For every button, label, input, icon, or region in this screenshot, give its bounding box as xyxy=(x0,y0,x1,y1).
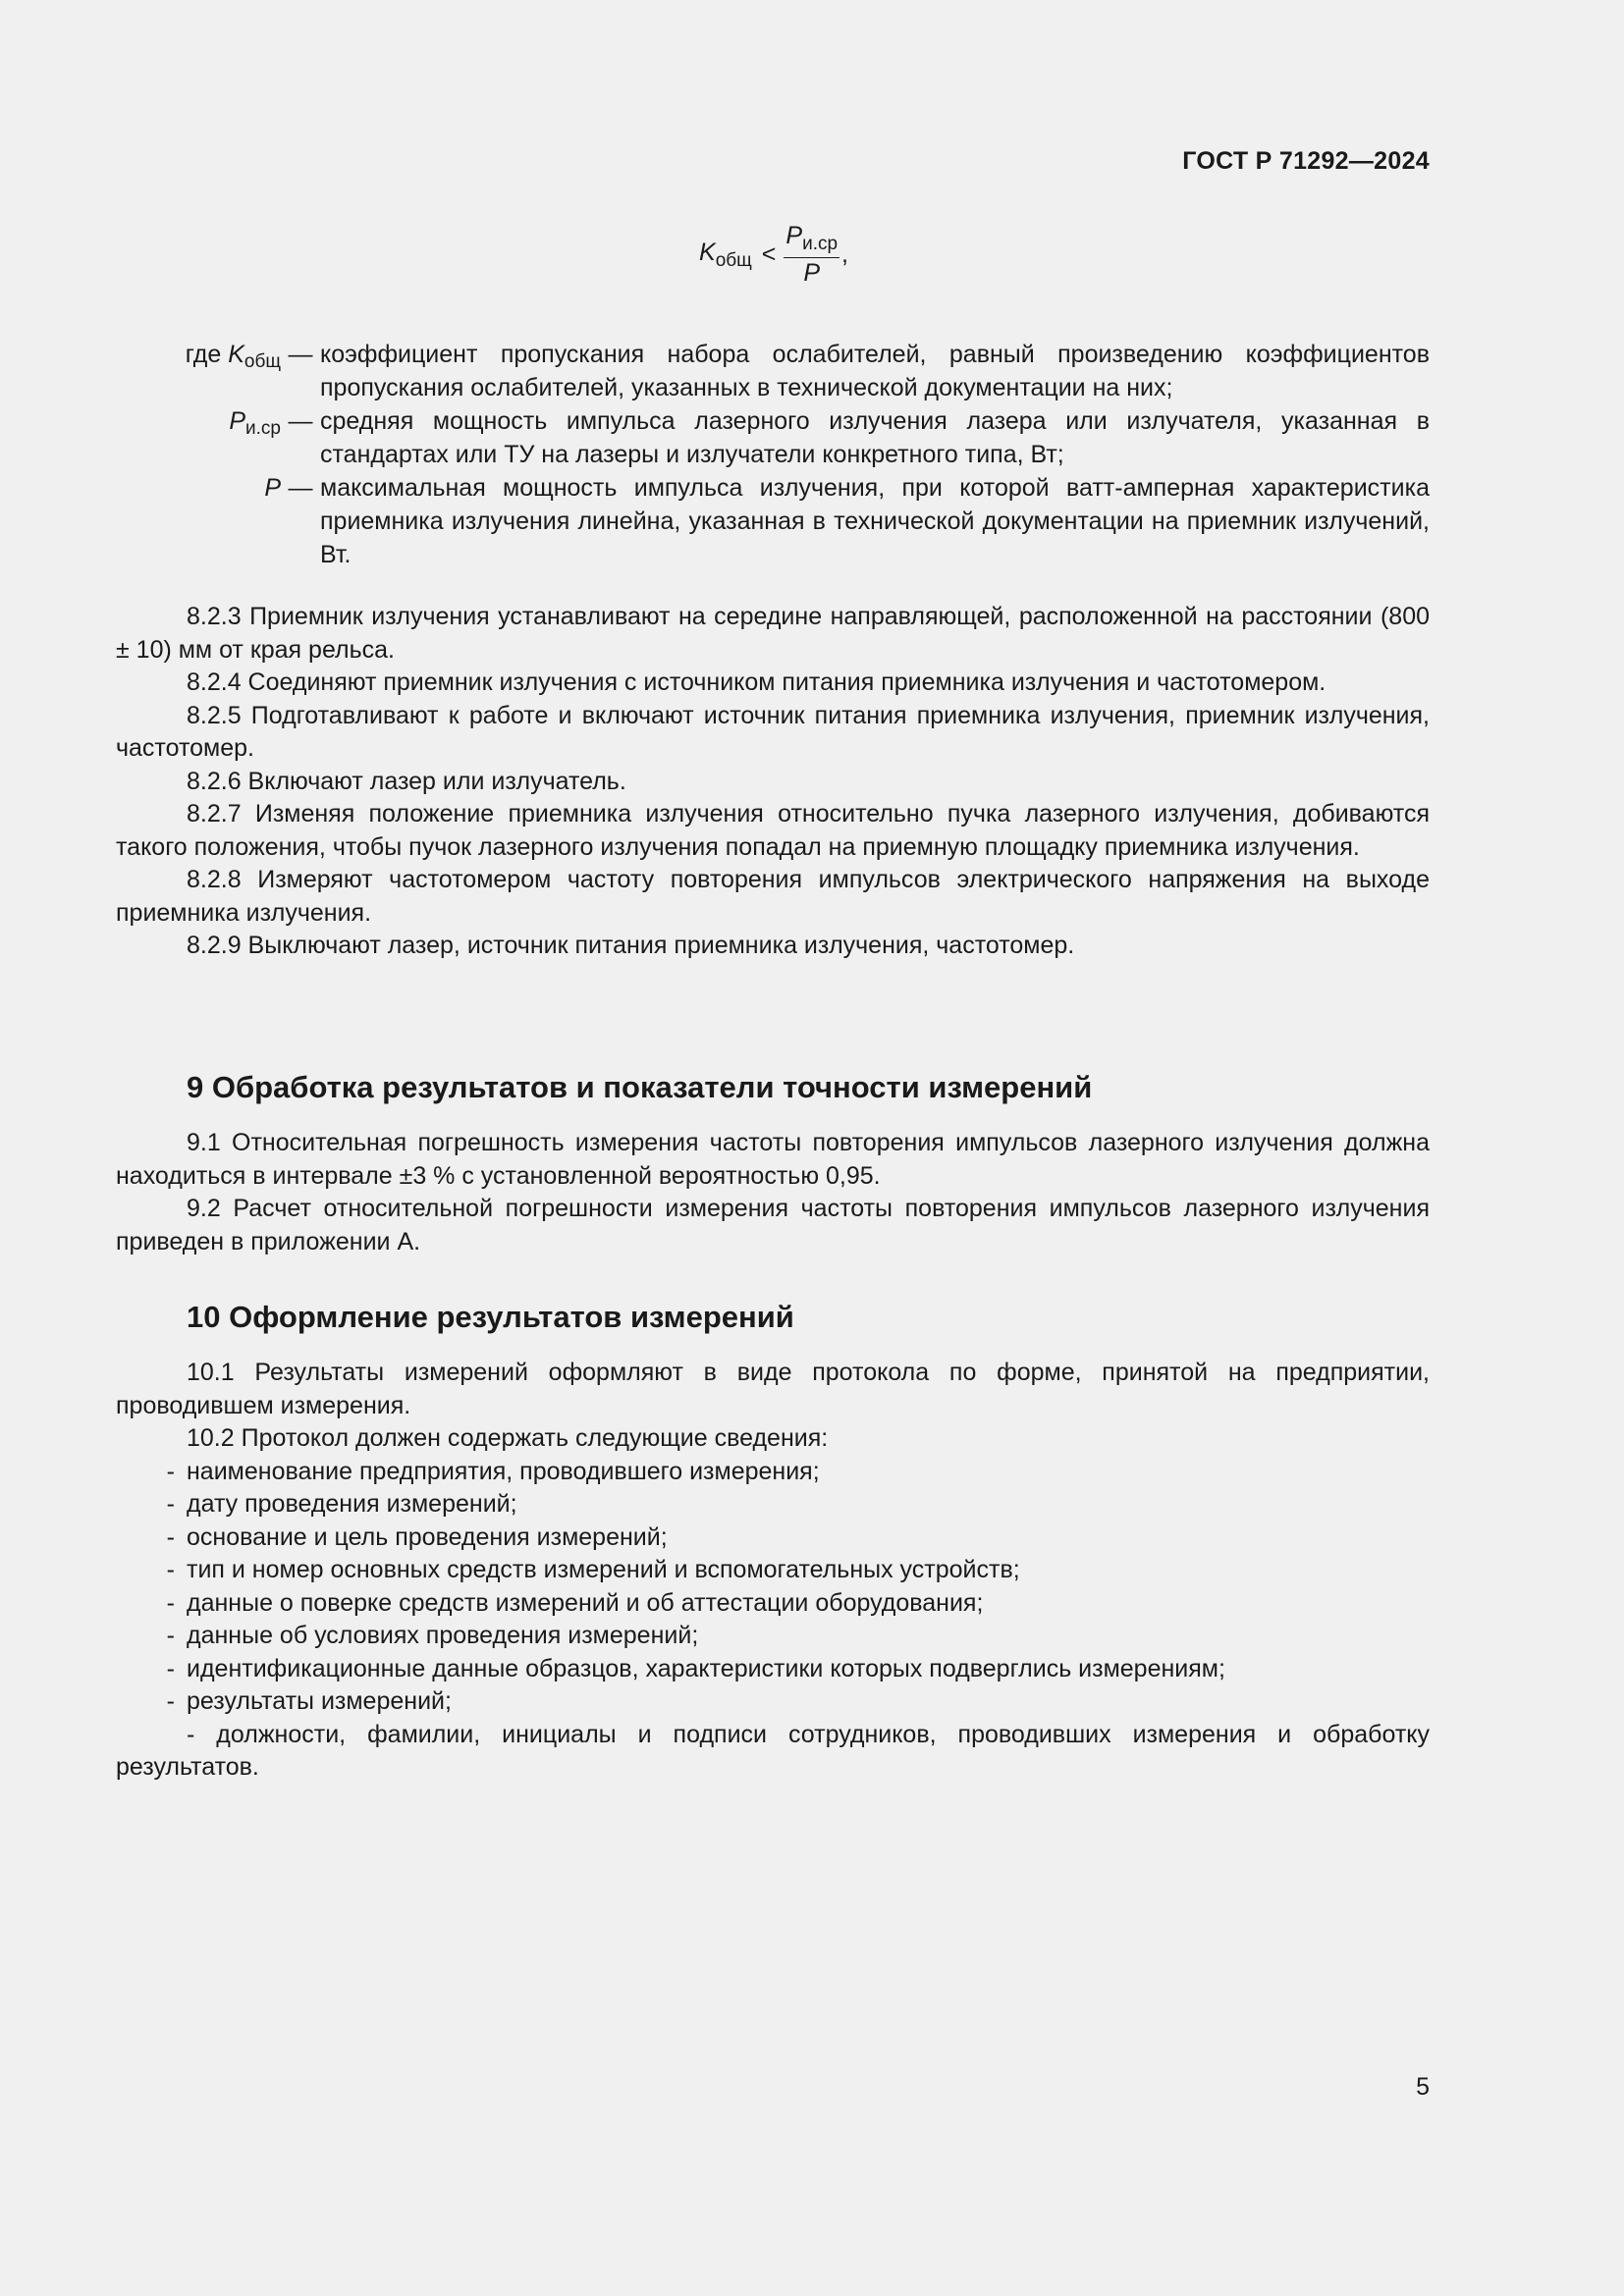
paragraph: 9.1 Относительная погрешность измерения частоты повторения импульсов лазерного излучения должна находиться в интервале ±3 % с установленной вероятностью 0,95. xyxy=(116,1129,1430,1190)
paragraph: 8.2.8 Измеряют частотомером частоту повторения импульсов электрического напряжения на выходе приемника излучения. xyxy=(116,866,1430,927)
paragraph: 8.2.6 Включают лазер или излучатель. xyxy=(187,767,626,795)
formula-lhs: $K_{общ}$ xyxy=(699,238,752,271)
list-item: - идентификационные данные образцов, характеристики которых подверглись измерениям; xyxy=(166,1654,1225,1682)
section-9 xyxy=(116,1068,1430,1258)
document-header: ГОСТ Р 71292—2024 xyxy=(1182,147,1430,175)
section-10 xyxy=(116,1298,1430,1785)
list-item-last: - должности, фамилии, инициалы и подписи сотрудников, проводивших измерения и обработку результатов. xyxy=(116,1720,1430,1781)
definition-text: средняя мощность импульса лазерного излучения лазера или излучателя, указанная в стандартах или ТУ на лазеры и излучатели конкретного типа, Вт; xyxy=(320,407,1430,468)
formula-denominator: P xyxy=(803,259,821,287)
paragraph: 8.2.3 Приемник излучения устанавливают на середине направляющей, расположенной на расстоянии (800 ± 10) мм от края рельса. xyxy=(116,603,1430,664)
definition-item xyxy=(116,404,1430,471)
formula-numerator: $P_{и.ср}$ xyxy=(784,224,839,258)
paragraph: 9.2 Расчет относительной погрешности измерения частоты повторения импульсов лазерного излучения приведен в приложении А. xyxy=(116,1195,1430,1255)
definition-dash: — xyxy=(288,407,313,435)
definitions-list xyxy=(116,338,1430,571)
page-number: 5 xyxy=(1416,2073,1430,2101)
list-item: - дату проведения измерений; xyxy=(166,1490,517,1518)
paragraph: 10.2 Протокол должен содержать следующие сведения: xyxy=(187,1424,829,1452)
paragraph: 8.2.4 Соединяют приемник излучения с источником питания приемника излучения и частотомером. xyxy=(187,668,1326,696)
definition-dash: — xyxy=(288,474,313,502)
list-item: - наименование предприятия, проводившего измерения; xyxy=(166,1457,820,1485)
definition-term: где $K_{общ}$ xyxy=(185,341,281,372)
section-heading: 10 Оформление результатов измерений xyxy=(187,1300,794,1334)
section-heading: 9 Обработка результатов и показатели точности измерений xyxy=(187,1070,1093,1104)
section-8-steps xyxy=(116,601,1430,963)
definition-text: коэффициент пропускания набора ослабителей, равный произведению коэффициентов пропускания ослабителей, указанных в технической документации на них; xyxy=(320,341,1430,401)
paragraph: 8.2.5 Подготавливают к работе и включают источник питания приемника излучения, приемник излучения, частотомер. xyxy=(116,701,1430,762)
formula xyxy=(699,224,848,286)
list-item: - данные об условиях проведения измерений; xyxy=(166,1622,699,1649)
definition-term: $P_{и.ср}$ xyxy=(229,407,281,439)
definition-dash: — xyxy=(288,341,313,368)
formula-operator: < xyxy=(761,240,777,268)
definition-text: максимальная мощность импульса излучения, при которой ватт-амперная характеристика приемника излучения линейна, указанная в технической документации на приемник излучений, Вт. xyxy=(320,474,1430,568)
formula-trail: , xyxy=(841,240,848,268)
list-item: - основание и цель проведения измерений; xyxy=(166,1522,668,1551)
list-item: - данные о поверке средств измерений и об аттестации оборудования; xyxy=(166,1588,984,1617)
list-item: - тип и номер основных средств измерений и вспомогательных устройств; xyxy=(166,1556,1020,1583)
definition-item xyxy=(116,471,1430,571)
paragraph: 8.2.9 Выключают лазер, источник питания приемника излучения, частотомер. xyxy=(187,932,1075,959)
paragraph: 8.2.7 Изменяя положение приемника излучения относительно пучка лазерного излучения, добиваются такого положения, чтобы пучок лазерного излучения попадал на приемную площадку приемника излучения. xyxy=(116,800,1430,861)
paragraph: 10.1 Результаты измерений оформляют в виде протокола по форме, принятой на предприятии, проводившем измерения. xyxy=(116,1359,1430,1419)
formula-fraction xyxy=(784,224,839,286)
definition-term: P xyxy=(264,474,281,502)
list-item: - результаты измерений; xyxy=(166,1687,452,1715)
definition-item xyxy=(116,338,1430,404)
